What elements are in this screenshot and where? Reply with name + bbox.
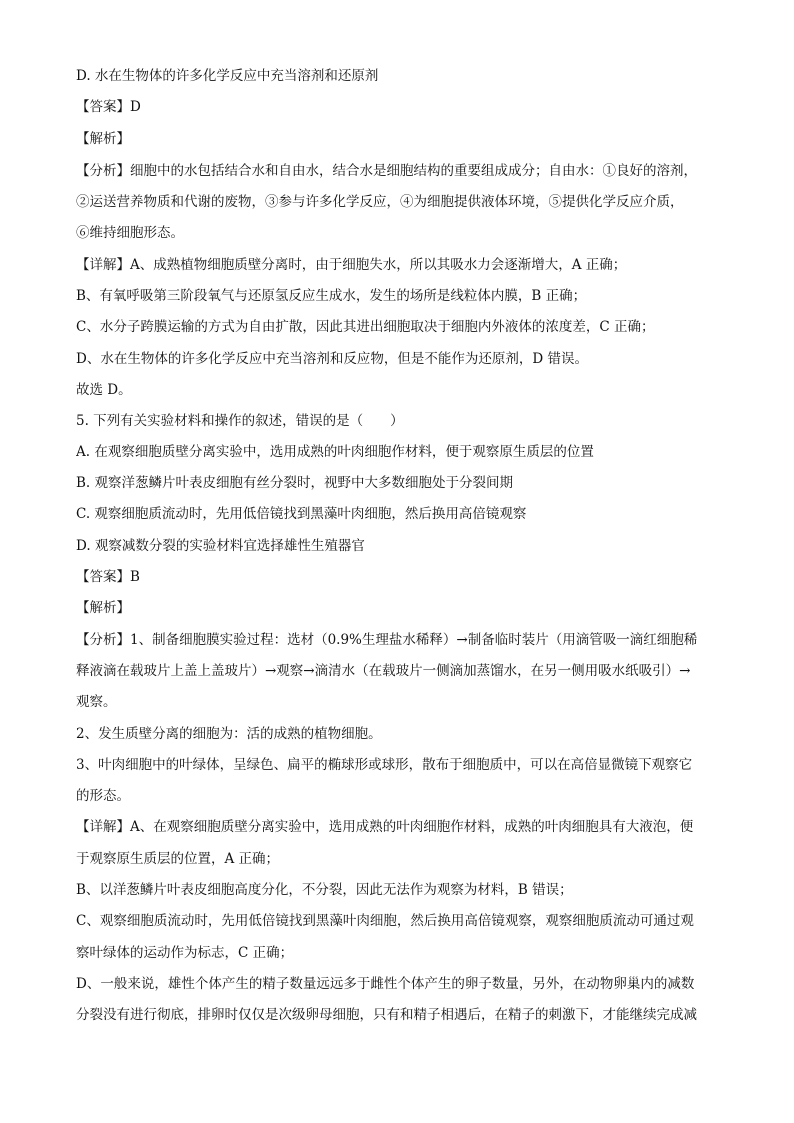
q5-detail-line-b: B、以洋葱鳞片叶表皮细胞高度分化，不分裂，因此无法作为观察为材料，B 错误；	[76, 882, 573, 898]
option-d-text: D. 水在生物体的许多化学反应中充当溶剂和还原剂	[76, 68, 379, 84]
option-b: B. 观察洋葱鳞片叶表皮细胞有丝分裂时，视野中大多数细胞处于分裂间期	[76, 475, 514, 491]
detail-line-d: D、水在生物体的许多化学反应中充当溶剂和反应物，但是不能作为还原剂，D 错误。	[76, 351, 588, 367]
analysis-line-1: 【分析】细胞中的水包括结合水和自由水，结合水是细胞结构的重要组成成分；自由水：①良好的溶剂，	[76, 163, 697, 179]
option-a: A. 在观察细胞质壁分离实验中，选用成熟的叶肉细胞作材料，便于观察原生质层的位置	[76, 444, 594, 460]
analysis-heading: 【解析】	[76, 131, 130, 147]
answer-line-q5: 【答案】B	[76, 569, 140, 585]
detail-line-a: 【详解】A、成熟植物细胞质壁分离时，由于细胞失水，所以其吸水力会逐渐增大，A 正确；	[76, 257, 627, 273]
analysis-line-3: ⑥维持细胞形态。	[76, 225, 184, 241]
q5-detail-line-a-1: 【详解】A、在观察细胞质壁分离实验中，选用成熟的叶肉细胞作材料，成熟的叶肉细胞具有大液泡，便	[76, 819, 694, 835]
detail-line-b: B、有氧呼吸第三阶段氧气与还原氢反应生成水，发生的场所是线粒体内膜，B 正确；	[76, 288, 587, 304]
q5-detail-line-c-2: 察叶绿体的运动作为标志，C 正确；	[76, 945, 294, 961]
q5-analysis-line-2: 释液滴在载玻片上盖上盖玻片）→观察→滴清水（在载玻片一侧滴加蒸馏水，在另一侧用吸水纸吸引）→	[76, 663, 691, 679]
q5-analysis-line-6: 的形态。	[76, 788, 130, 804]
question-5-stem: 5. 下列有关实验材料和操作的叙述，错误的是（ ）	[76, 413, 404, 429]
detail-line-c: C、水分子跨膜运输的方式为自由扩散，因此其进出细胞取决于细胞内外液体的浓度差，C 正确；	[76, 319, 655, 335]
q5-analysis-line-1: 【分析】1、制备细胞膜实验过程：选材（0.9%生理盐水稀释）→制备临时装片（用滴管吸一滴红细胞稀	[76, 632, 698, 648]
analysis-heading-q5: 【解析】	[76, 600, 130, 616]
conclusion-line: 故选 D。	[76, 382, 132, 398]
q5-analysis-line-3: 观察。	[76, 694, 117, 710]
q5-detail-line-c-1: C、观察细胞质流动时，先用低倍镜找到黑藻叶肉细胞，然后换用高倍镜观察，观察细胞质流动可通过观	[76, 913, 694, 929]
q5-analysis-line-5: 3、叶肉细胞中的叶绿体，呈绿色、扁平的椭球形或球形，散布于细胞质中，可以在高倍显微镜下观察它	[76, 757, 693, 773]
option-c: C. 观察细胞质流动时，先用低倍镜找到黑藻叶肉细胞，然后换用高倍镜观察	[76, 506, 527, 522]
q5-detail-line-a-2: 于观察原生质层的位置，A 正确；	[76, 851, 280, 867]
q5-analysis-line-4: 2、发生质壁分离的细胞为：活的成熟的植物细胞。	[76, 726, 382, 742]
q5-detail-line-d-2: 分裂没有进行彻底，排卵时仅仅是次级卵母细胞，只有和精子相遇后，在精子的刺激下，才能继续完成减	[76, 1007, 697, 1023]
analysis-line-2: ②运送营养物质和代谢的废物，③参与许多化学反应，④为细胞提供液体环境，⑤提供化学反应介质，	[76, 194, 684, 210]
answer-line: 【答案】D	[76, 99, 141, 115]
q5-detail-line-d-1: D、一般来说，雄性个体产生的精子数量远远多于雌性个体产生的卵子数量，另外，在动物卵巢内的减数	[76, 976, 695, 992]
option-d: D. 观察减数分裂的实验材料宜选择雄性生殖器官	[76, 538, 365, 554]
